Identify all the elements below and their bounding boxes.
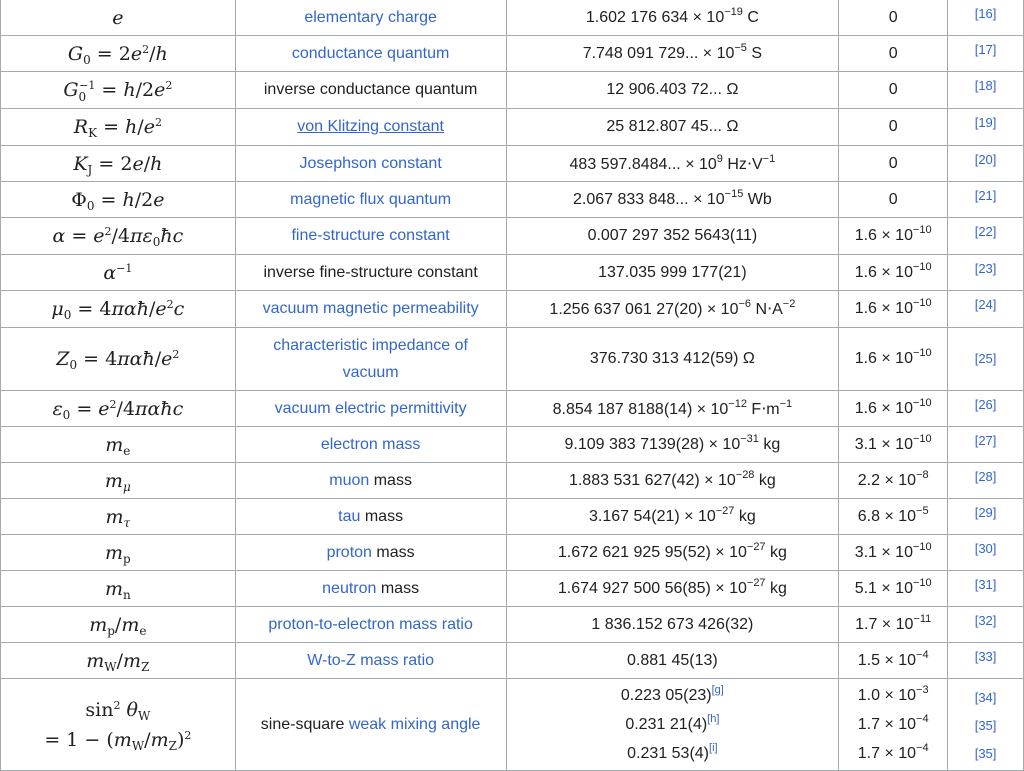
value-text: 3.167 54(21) × 10: [588, 507, 716, 525]
quantity-link[interactable]: tau: [338, 507, 361, 525]
quantity-link[interactable]: fine-structure constant: [291, 227, 450, 244]
symbol-cell: $\Phi_0 = h/2e$: [1, 182, 236, 218]
value-text: 9.109 383 7139(28) × 10: [564, 435, 741, 453]
symbol-cell: $R_K = h/e^2$: [1, 109, 236, 146]
value-exponent: 9: [716, 152, 723, 165]
table-row: [1, 182, 1024, 218]
uncertainty-cell: [839, 328, 948, 391]
name-cell: [235, 607, 506, 643]
value-unit: F⋅m: [746, 400, 780, 418]
value-exponent: −28: [735, 468, 755, 481]
uncertainty-cell: [839, 391, 948, 427]
uncertainty-text: 0: [888, 154, 898, 172]
quantity-name-prefix: sine-square: [260, 715, 349, 733]
uncertainty-text: 1.5 × 10: [857, 651, 917, 669]
symbol-cell: $K_J = 2e/h$: [1, 146, 236, 182]
reference-cell: [948, 255, 1024, 291]
value-text: 7.748 091 729... × 10: [582, 44, 735, 62]
table-row: [1, 607, 1024, 643]
uncertainty-exponent: −10: [912, 576, 932, 589]
value-exponent: −27: [715, 504, 735, 517]
table-row: [1, 535, 1024, 571]
uncertainty-line: [845, 739, 941, 768]
name-cell: [235, 182, 506, 218]
name-cell: [235, 72, 506, 109]
reference-link[interactable]: [35]: [974, 746, 997, 761]
unit-exponent: −1: [762, 152, 776, 165]
reference-link[interactable]: [25]: [974, 351, 997, 366]
symbol-cell: $\alpha = e^2/4\pi\varepsilon_0ħc$: [1, 218, 236, 255]
value-cell: [506, 643, 839, 679]
uncertainty-text: 1.7 × 10: [855, 615, 914, 633]
uncertainty-text: 2.2 × 10: [857, 471, 917, 489]
quantity-name-suffix: mass: [371, 543, 415, 561]
value-unit: kg: [754, 471, 776, 489]
reference-link[interactable]: [32]: [974, 613, 997, 628]
name-cell: [235, 218, 506, 255]
reference-cell: [948, 463, 1024, 499]
table-row: [1, 463, 1024, 499]
uncertainty-exponent: −10: [912, 540, 932, 553]
table-row: [1, 427, 1024, 463]
table-row: [1, 255, 1024, 291]
uncertainty-text: 1.6 × 10: [854, 399, 913, 417]
table-row: [1, 328, 1024, 391]
name-cell: [235, 255, 506, 291]
reference-cell: [948, 679, 1024, 771]
symbol-cell: $m_n$: [1, 571, 236, 607]
uncertainty-cell: [839, 36, 948, 72]
value-exponent: −31: [740, 432, 759, 445]
value-cell: [506, 0, 839, 36]
quantity-link[interactable]: neutron: [322, 579, 377, 597]
quantity-link[interactable]: magnetic flux quantum: [290, 190, 452, 208]
quantity-name-suffix: mass: [360, 507, 404, 525]
symbol-line-2: = $1 - (m_W/m_Z)^2$: [44, 728, 192, 753]
uncertainty-cell: [839, 146, 948, 182]
value-unit: S: [746, 44, 763, 62]
value-cell: [506, 391, 839, 427]
uncertainty-exponent: −10: [912, 432, 932, 445]
table-row: [1, 679, 1024, 771]
value-exponent: −19: [724, 5, 743, 18]
table-row: [1, 36, 1024, 72]
unit-exponent: −2: [782, 298, 796, 310]
symbol-cell: $m_W/m_Z$: [1, 643, 236, 679]
quantity-link[interactable]: characteristic impedance of vacuum: [273, 337, 468, 381]
table-row: [1, 571, 1024, 607]
symbol-cell: e: [1, 0, 236, 36]
uncertainty-exponent: −4: [916, 713, 929, 725]
symbol-cell: $\varepsilon_0$ = $e^2/4\pi\alpha ħc$: [1, 391, 236, 427]
reference-cell: [948, 291, 1024, 328]
symbol-cell: $Z_0$ = $4\pi\alpha ħ/e^2$: [1, 328, 236, 391]
uncertainty-text: 1.7 × 10: [857, 745, 917, 762]
uncertainty-text: 3.1 × 10: [854, 435, 913, 453]
value-cell: [506, 36, 839, 72]
symbol-line-1: $\sin^2 \theta_W$: [85, 698, 151, 723]
uncertainty-line: [845, 681, 941, 710]
symbol-cell: $m_\tau$: [1, 499, 236, 535]
uncertainty-exponent: −5: [916, 504, 929, 517]
reference-link[interactable]: [35]: [974, 718, 997, 733]
reference-link[interactable]: [18]: [974, 78, 997, 93]
uncertainty-exponent: −11: [913, 612, 932, 625]
reference-link[interactable]: [19]: [974, 115, 997, 130]
quantity-link[interactable]: von Klitzing constant: [297, 118, 444, 135]
value-text: 376.730 313 412(59) Ω: [589, 350, 755, 367]
reference-link[interactable]: [22]: [974, 224, 997, 239]
value-text: 2.067 833 848... × 10: [572, 190, 725, 208]
quantity-link[interactable]: weak mixing angle: [348, 715, 481, 733]
uncertainty-text: 6.8 × 10: [857, 507, 917, 525]
value-cell: [506, 535, 839, 571]
reference-cell: [948, 607, 1024, 643]
reference-cell: [948, 218, 1024, 255]
uncertainty-exponent: −10: [912, 396, 932, 409]
name-cell: [235, 571, 506, 607]
table-row: [1, 499, 1024, 535]
quantity-name-suffix: mass: [369, 471, 412, 489]
reference-cell: [948, 535, 1024, 571]
reference-link[interactable]: [16]: [974, 6, 997, 21]
reference-link[interactable]: [30]: [974, 541, 997, 556]
uncertainty-text: 0: [888, 8, 898, 26]
quantity-link[interactable]: Josephson constant: [299, 154, 442, 172]
reference-link[interactable]: [24]: [974, 297, 997, 312]
uncertainty-text: 0: [888, 81, 898, 98]
uncertainty-text: 1.6 × 10: [854, 350, 913, 367]
uncertainty-exponent: −10: [912, 260, 932, 273]
name-cell: [235, 391, 506, 427]
uncertainty-text: 0: [888, 190, 898, 208]
value-cell: [506, 218, 839, 255]
value-unit: kg: [765, 579, 787, 597]
value-exponent: −15: [724, 187, 744, 200]
value-cell: [506, 679, 839, 771]
reference-link[interactable]: [34]: [974, 690, 997, 705]
reference-link[interactable]: [20]: [974, 152, 997, 167]
value-unit: kg: [734, 507, 756, 525]
value-text: 1.256 637 061 27(20) × 10: [549, 301, 739, 318]
value-unit: N⋅A: [751, 301, 783, 318]
value-text: 0.881 45(13): [627, 651, 718, 669]
value-unit: kg: [765, 543, 787, 561]
reference-cell: [948, 36, 1024, 72]
reference-link[interactable]: [31]: [974, 577, 997, 592]
reference-cell: [948, 182, 1024, 218]
name-cell: [235, 0, 506, 36]
value-text: 1 836.152 673 426(32): [591, 615, 754, 633]
table-row: [1, 218, 1024, 255]
uncertainty-exponent: −10: [912, 224, 932, 236]
uncertainty-cell: [839, 255, 948, 291]
value-text: 0.231 53(4): [627, 745, 710, 762]
reference-cell: [948, 328, 1024, 391]
value-exponent: −27: [746, 576, 766, 589]
uncertainty-exponent: −8: [916, 468, 929, 481]
value-text: 12 906.403 72... Ω: [606, 81, 739, 98]
reference-cell: [948, 643, 1024, 679]
uncertainty-text: 0: [888, 44, 898, 62]
value-unit: kg: [758, 435, 781, 453]
uncertainty-exponent: −10: [912, 297, 932, 309]
value-cell: [506, 182, 839, 218]
quantity-name-suffix: mass: [376, 579, 420, 597]
footnote-link[interactable]: [i]: [709, 742, 718, 754]
quantity-name: inverse fine-structure constant: [263, 263, 478, 281]
value-cell: [506, 109, 839, 146]
value-text: 0.223 05(23): [620, 687, 712, 704]
value-cell: [506, 146, 839, 182]
value-cell: [506, 427, 839, 463]
uncertainty-exponent: −3: [916, 684, 929, 696]
name-cell: [235, 535, 506, 571]
reference-cell: [948, 109, 1024, 146]
uncertainty-cell: [839, 643, 948, 679]
quantity-name: inverse conductance quantum: [263, 81, 478, 98]
value-cell: [506, 328, 839, 391]
name-cell: [235, 463, 506, 499]
uncertainty-cell: [839, 0, 948, 36]
quantity-link[interactable]: vacuum electric permittivity: [274, 399, 467, 417]
value-text: 1.674 927 500 56(85) × 10: [557, 579, 747, 597]
uncertainty-text: 1.6 × 10: [854, 263, 913, 281]
name-cell: [235, 36, 506, 72]
uncertainty-text: 1.7 × 10: [857, 716, 917, 733]
quantity-link[interactable]: muon: [329, 471, 370, 489]
name-cell: [235, 499, 506, 535]
table-row: [1, 0, 1024, 36]
name-cell: [235, 328, 506, 391]
symbol-cell: $\mu_0$ = $4\pi\alpha ħ/e^2c$: [1, 291, 236, 328]
reference-link[interactable]: [28]: [974, 469, 997, 484]
value-line: [513, 681, 833, 710]
uncertainty-text: 1.6 × 10: [854, 300, 913, 317]
uncertainty-cell: [839, 463, 948, 499]
quantity-link[interactable]: elementary charge: [304, 8, 437, 26]
reference-cell: [948, 72, 1024, 109]
name-cell: [235, 427, 506, 463]
footnote-link[interactable]: [g]: [711, 684, 724, 696]
quantity-link[interactable]: proton-to-electron mass ratio: [268, 615, 473, 633]
uncertainty-text: 3.1 × 10: [854, 543, 913, 561]
name-cell: [235, 679, 506, 771]
uncertainty-cell: [839, 182, 948, 218]
uncertainty-cell: [839, 571, 948, 607]
value-cell: [506, 463, 839, 499]
symbol-cell: $m_e$: [1, 427, 236, 463]
value-text: 0.231 21(4): [625, 716, 708, 733]
value-text: 1.602 176 634 × 10: [585, 8, 725, 26]
quantity-link[interactable]: electron mass: [320, 435, 421, 453]
value-unit: Hz⋅V: [722, 155, 763, 173]
table-row: [1, 291, 1024, 328]
value-line: [513, 710, 833, 739]
name-cell: [235, 643, 506, 679]
value-exponent: −12: [728, 397, 747, 410]
uncertainty-cell: [839, 109, 948, 146]
quantity-link[interactable]: proton: [326, 543, 372, 561]
uncertainty-exponent: −4: [916, 742, 929, 754]
value-text: 25 812.807 45... Ω: [606, 118, 739, 135]
quantity-link[interactable]: vacuum magnetic permeability: [262, 300, 479, 317]
table-row: [1, 72, 1024, 109]
reference-cell: [948, 571, 1024, 607]
value-unit: Wb: [743, 190, 772, 208]
quantity-link[interactable]: W-to-Z mass ratio: [307, 651, 435, 669]
reference-link[interactable]: [29]: [974, 505, 997, 520]
uncertainty-text: 5.1 × 10: [854, 579, 913, 597]
value-text: 0.007 297 352 5643(11): [587, 227, 758, 244]
name-cell: [235, 291, 506, 328]
reference-link[interactable]: [27]: [974, 433, 997, 448]
name-cell: [235, 146, 506, 182]
uncertainty-text: 0: [888, 118, 898, 135]
symbol-cell: $m_p$: [1, 535, 236, 571]
reference-cell: [948, 427, 1024, 463]
uncertainty-cell: [839, 291, 948, 328]
uncertainty-cell: [839, 218, 948, 255]
quantity-link[interactable]: conductance quantum: [291, 44, 450, 62]
table-row: [1, 643, 1024, 679]
uncertainty-text: 1.0 × 10: [857, 687, 917, 704]
value-unit: C: [742, 8, 759, 26]
uncertainty-cell: [839, 679, 948, 771]
value-exponent: −27: [746, 540, 766, 553]
table-row: [1, 109, 1024, 146]
symbol-cell: $G_0^{-1} = h/2e^2$: [1, 72, 236, 109]
table-row: [1, 391, 1024, 427]
value-text: 8.854 187 8188(14) × 10: [552, 400, 729, 418]
value-cell: [506, 571, 839, 607]
uncertainty-line: [845, 710, 941, 739]
value-cell: [506, 255, 839, 291]
value-text: 1.883 531 627(42) × 10: [568, 471, 736, 489]
value-cell: [506, 291, 839, 328]
value-text: 483 597.8484... × 10: [569, 155, 717, 173]
reference-link[interactable]: [23]: [974, 261, 997, 276]
unit-exponent: −1: [779, 397, 793, 410]
symbol-cell: $m_\mu$: [1, 463, 236, 499]
name-cell: [235, 109, 506, 146]
reference-cell: [948, 146, 1024, 182]
symbol-cell: $G_0 = 2e^2/h$: [1, 36, 236, 72]
value-exponent: −6: [738, 298, 752, 310]
reference-link[interactable]: [21]: [974, 188, 997, 203]
uncertainty-exponent: −4: [916, 648, 929, 661]
reference-link[interactable]: [33]: [974, 649, 997, 664]
value-cell: [506, 607, 839, 643]
value-cell: [506, 72, 839, 109]
symbol-cell: [1, 679, 236, 771]
uncertainty-exponent: −10: [912, 347, 932, 359]
value-cell: [506, 499, 839, 535]
reference-cell: [948, 0, 1024, 36]
reference-cell: [948, 499, 1024, 535]
uncertainty-text: 1.6 × 10: [854, 227, 913, 244]
symbol-cell: $m_p/m_e$: [1, 607, 236, 643]
symbol-cell: $\alpha^{-1}$: [1, 255, 236, 291]
uncertainty-cell: [839, 535, 948, 571]
uncertainty-cell: [839, 499, 948, 535]
value-line: [513, 739, 833, 768]
footnote-link[interactable]: [h]: [707, 713, 720, 725]
value-exponent: −5: [734, 41, 747, 54]
uncertainty-cell: [839, 72, 948, 109]
value-text: 137.035 999 177(21): [598, 263, 747, 281]
reference-cell: [948, 391, 1024, 427]
uncertainty-cell: [839, 607, 948, 643]
value-text: 1.672 621 925 95(52) × 10: [557, 543, 747, 561]
uncertainty-cell: [839, 427, 948, 463]
table-row: [1, 146, 1024, 182]
reference-link[interactable]: [17]: [974, 42, 997, 57]
reference-link[interactable]: [26]: [974, 397, 997, 412]
